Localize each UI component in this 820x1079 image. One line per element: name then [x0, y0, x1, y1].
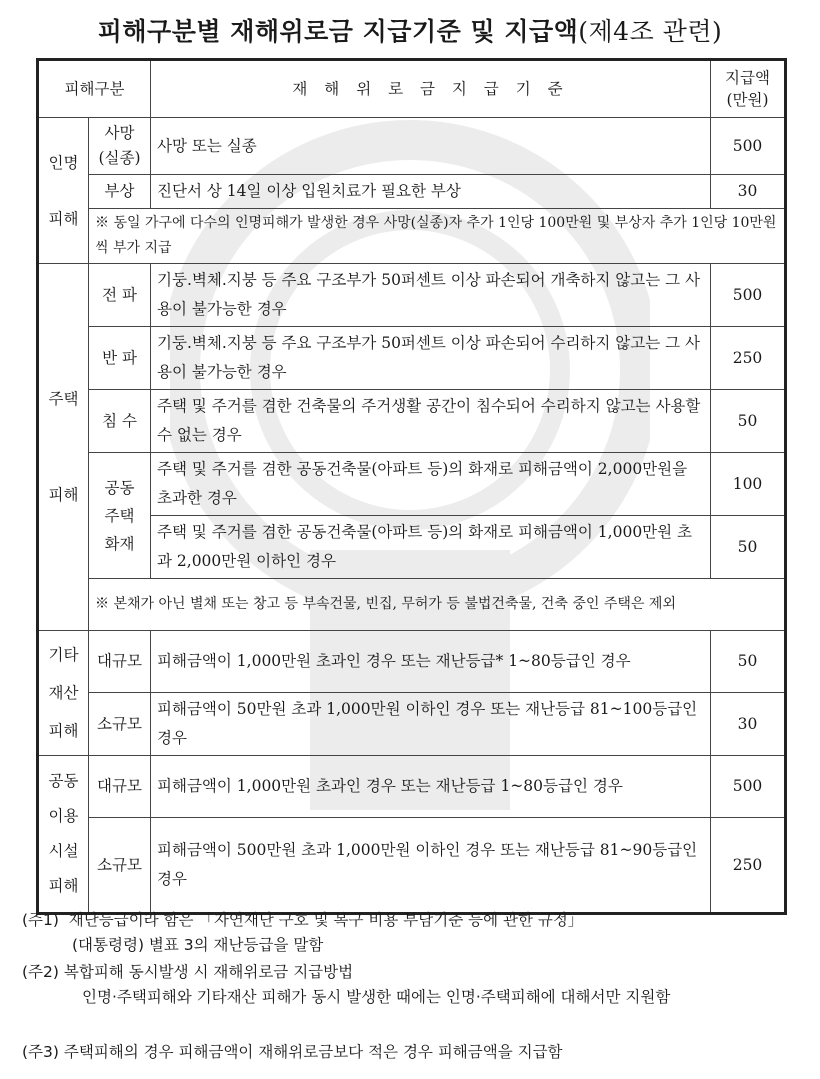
sub-other-large: 대규모 — [89, 631, 151, 693]
criteria-injury: 진단서 상 14일 이상 입원치료가 필요한 부상 — [151, 175, 711, 209]
category-other-line3: 피해 — [48, 722, 79, 740]
header-category: 피해구분 — [38, 60, 151, 118]
category-housing-bottom: 피해 — [48, 486, 79, 504]
sub-death-line1: 사망 — [104, 124, 135, 142]
amount-full-destruction: 500 — [711, 264, 786, 327]
footnote-1-text: 재난등급이라 함은 「자연재난 구호 및 복구 비용 부담기준 등에 관한 규정」 — [68, 911, 584, 929]
table-row — [38, 756, 786, 818]
amount-fire-over-2000: 100 — [711, 453, 786, 516]
category-human — [38, 118, 89, 264]
sub-half-destruction: 반 파 — [89, 327, 151, 390]
criteria-public-large: 피해금액이 1,000만원 초과인 경우 또는 재난등급 1~80등급인 경우 — [151, 756, 711, 818]
title-reference: (제4조 관련) — [578, 17, 723, 46]
table-row — [38, 818, 786, 914]
footnote-2 — [22, 960, 812, 1010]
payment-criteria-table — [36, 58, 787, 915]
criteria-fire-over-2000: 주택 및 주거를 겸한 공동건축물(아파트 등)의 화재로 피해금액이 2,000만원을 초과한 경우 — [151, 453, 711, 516]
sub-apartment-fire — [89, 453, 151, 579]
criteria-fire-1000-2000: 주택 및 주거를 겸한 공동건축물(아파트 등)의 화재로 피해금액이 1,000만원 초과 2,000만원 이하인 경우 — [151, 516, 711, 579]
amount-death: 500 — [711, 118, 786, 175]
footnote-3-label: (주3) — [22, 1043, 59, 1061]
category-other-line1: 기타 — [48, 646, 79, 664]
table-row — [38, 209, 786, 264]
sub-flooding: 침 수 — [89, 390, 151, 453]
criteria-flooding: 주택 및 주거를 겸한 건축물의 주거생활 공간이 침수되어 수리하지 않고는 사용할 수 없는 경우 — [151, 390, 711, 453]
category-other-line2: 재산 — [48, 684, 79, 702]
criteria-full-destruction: 기둥.벽체.지붕 등 주요 구조부가 50퍼센트 이상 파손되어 개축하지 않고는 그 사용이 불가능한 경우 — [151, 264, 711, 327]
footnote-1-label: (주1) — [22, 911, 59, 929]
category-other-property — [38, 631, 89, 756]
page-title — [0, 12, 820, 48]
header-amount-line2: (만원) — [726, 91, 769, 109]
sub-public-large: 대규모 — [89, 756, 151, 818]
table-row — [38, 693, 786, 756]
header-amount — [711, 60, 786, 118]
amount-injury: 30 — [711, 175, 786, 209]
amount-other-large: 50 — [711, 631, 786, 693]
header-amount-line1: 지급액 — [725, 69, 770, 87]
footnote-2-text: 복합피해 동시발생 시 재해위로금 지급방법 — [63, 963, 354, 981]
amount-public-large: 500 — [711, 756, 786, 818]
footnote-3-text: 주택피해의 경우 피해금액이 재해위로금보다 적은 경우 피해금액을 지급함 — [63, 1043, 563, 1061]
sub-injury: 부상 — [89, 175, 151, 209]
criteria-death: 사망 또는 실종 — [151, 118, 711, 175]
category-public-facility — [38, 756, 89, 914]
header-criteria: 재 해 위 로 금 지 급 기 준 — [151, 60, 711, 118]
amount-flooding: 50 — [711, 390, 786, 453]
category-public-line3: 시설 — [48, 842, 79, 860]
table-row — [38, 579, 786, 631]
table-row — [38, 118, 786, 175]
table-row — [38, 516, 786, 579]
criteria-other-large: 피해금액이 1,000만원 초과인 경우 또는 재난등급* 1~80등급인 경우 — [151, 631, 711, 693]
category-human-bottom: 피해 — [48, 209, 79, 228]
category-public-line2: 이용 — [48, 807, 79, 825]
footnote-2-label: (주2) — [22, 963, 59, 981]
amount-fire-1000-2000: 50 — [711, 516, 786, 579]
table-header-row — [38, 60, 786, 118]
table-row — [38, 631, 786, 693]
note-housing: ※ 본채가 아닌 별채 또는 창고 등 부속건물, 빈집, 무허가 등 불법건축물, 건축 중인 주택은 제외 — [89, 579, 786, 631]
sub-other-small: 소규모 — [89, 693, 151, 756]
table-row — [38, 175, 786, 209]
criteria-other-small: 피해금액이 50만원 초과 1,000만원 이하인 경우 또는 재난등급 81~100등급인 경우 — [151, 693, 711, 756]
sub-apartment-fire-line2: 주택 — [104, 506, 135, 525]
table-row — [38, 264, 786, 327]
footnote-3 — [22, 1040, 812, 1065]
sub-apartment-fire-line1: 공동 — [104, 478, 135, 497]
category-housing — [38, 264, 89, 631]
criteria-half-destruction: 기둥.벽체.지붕 등 주요 구조부가 50퍼센트 이상 파손되어 수리하지 않고는 그 사용이 불가능한 경우 — [151, 327, 711, 390]
sub-death-line2: (실종) — [98, 149, 141, 167]
category-public-line1: 공동 — [48, 772, 79, 790]
category-public-line4: 피해 — [48, 877, 79, 895]
sub-apartment-fire-line3: 화재 — [104, 534, 135, 553]
footnote-1 — [22, 908, 812, 958]
title-main: 피해구분별 재해위로금 지급기준 및 지급액 — [97, 17, 579, 46]
table-row — [38, 390, 786, 453]
amount-half-destruction: 250 — [711, 327, 786, 390]
sub-full-destruction: 전 파 — [89, 264, 151, 327]
category-housing-top: 주택 — [48, 390, 79, 408]
sub-death — [89, 118, 151, 175]
table-row — [38, 453, 786, 516]
criteria-public-small: 피해금액이 500만원 초과 1,000만원 이하인 경우 또는 재난등급 81~90등급인 경우 — [151, 818, 711, 914]
amount-public-small: 250 — [711, 818, 786, 914]
category-human-top: 인명 — [48, 153, 79, 172]
table-row — [38, 327, 786, 390]
note-human: ※ 동일 가구에 다수의 인명피해가 발생한 경우 사망(실종)자 추가 1인당 100만원 및 부상자 추가 1인당 10만원씩 부가 지급 — [89, 209, 786, 264]
footnote-2-continuation: 인명·주택피해와 기타재산 피해가 동시 발생한 때에는 인명·주택피해에 대해서만 지원함 — [82, 988, 671, 1006]
footnote-1-continuation: (대통령령) 별표 3의 재난등급을 말함 — [72, 936, 324, 954]
sub-public-small: 소규모 — [89, 818, 151, 914]
amount-other-small: 30 — [711, 693, 786, 756]
